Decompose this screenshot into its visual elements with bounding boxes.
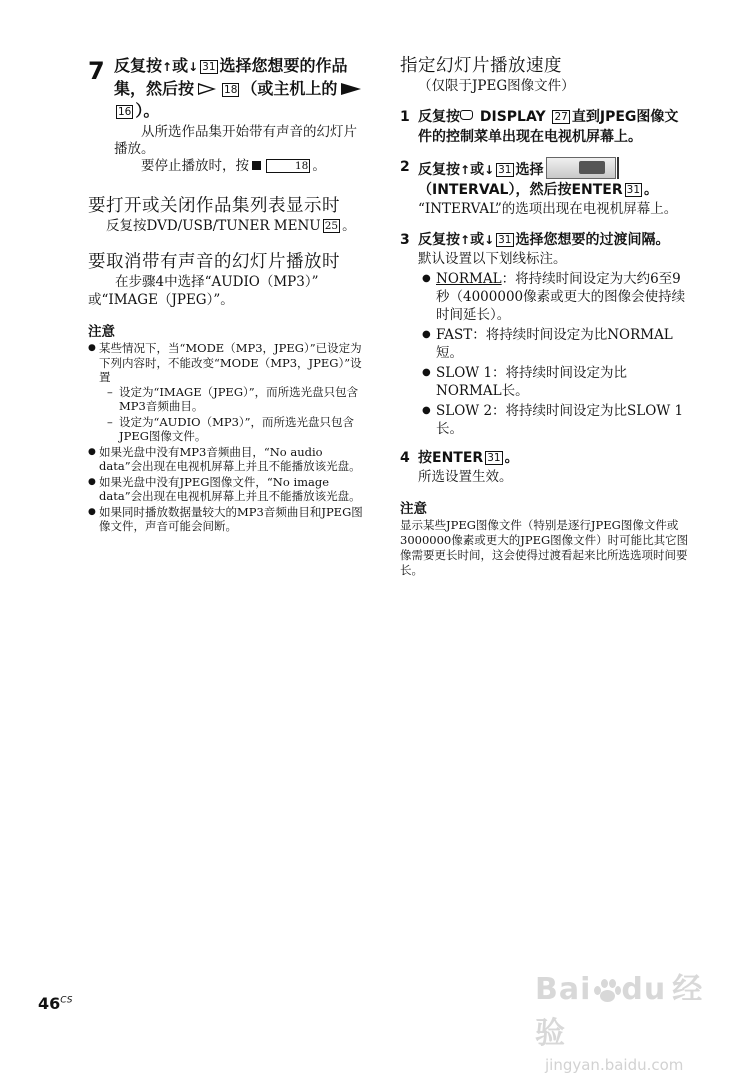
note-list [88, 341, 368, 534]
up-arrow-icon: ↑ [460, 163, 471, 177]
note-item: ● 如果光盘中没有MP3音频曲目，“No audio data”会出现在电视机屏幕上并且不能播放该光盘。 [88, 445, 368, 474]
note-heading: 注意 [88, 324, 115, 340]
section-body: 反复按DVD/USB/TUNER MENU 25 。 [106, 218, 356, 234]
note-subitem: – 设定为“AUDIO（MP3）”，而所选光盘只包含JPEG图像文件。 [99, 415, 368, 444]
stop-icon [252, 161, 261, 170]
display-icon [460, 110, 473, 120]
callout-number: 18 [224, 84, 238, 96]
section-heading: 要取消带有声音的幻灯片播放时 [88, 252, 340, 272]
interval-menu-icon [546, 157, 616, 179]
left-column [88, 55, 368, 535]
note-subitem: – 设定为“IMAGE（JPEG）”，而所选光盘只包含MP3音频曲目。 [99, 385, 368, 414]
down-arrow-icon: ↓ [484, 163, 495, 177]
step-2-instruction: 反复按↑或↓ 31 选择 （INTERVAL），然后按ENTER 31 。 [418, 157, 690, 200]
step-3 [400, 230, 690, 250]
section-subtitle: （仅限于JPEG图像文件） [418, 78, 575, 94]
watermark-url: jingyan.baidu.com [545, 1056, 684, 1074]
note-body: 显示某些JPEG图像文件（特别是逐行JPEG图像文件或3000000像素或更大的JPEG图像文件）时可能比其它图像需要更长时间，这会使得过渡看起来比所选选项时间要长。 [400, 518, 689, 577]
note-sublist [99, 385, 368, 444]
section-body: 在步骤4中选择“AUDIO（MP3）” [115, 274, 319, 290]
callout-number: 31 [202, 61, 216, 73]
step-number: 1 [400, 109, 410, 125]
step-4 [400, 448, 690, 468]
page-number: $46^{CS}$ [38, 994, 73, 1013]
callout-number: 16 [118, 106, 132, 118]
option-normal: ● NORMAL：将持续时间设定为大约6至9秒（4000000像素或更大的图像会使持续时间延长）。 [418, 270, 690, 324]
callout-number: 25 [324, 220, 339, 232]
play-solid-icon [341, 83, 361, 95]
step-1-instruction: 反复按 DISPLAY 27 直到JPEG图像文件的控制菜单出现在电视机屏幕上。 [418, 109, 679, 145]
down-arrow-icon: ↓ [188, 60, 199, 74]
step-number: 4 [400, 450, 410, 466]
step-number: 3 [400, 232, 410, 248]
note-item: ● 某些情况下，当“MODE（MP3，JPEG）”已设定为下列内容时，不能改变“MODE（MP3，JPEG）”设置 – 设定为“IMAGE（JPEG）”，而所选光盘只包含MP3音频曲目。 – 设定为“AUDIO（MP3）”，而所选光盘只包含JPEG图像文件。 [88, 341, 368, 444]
callout-number: 27 [554, 111, 568, 123]
step-3-instruction: 反复按↑或↓ 31 选择您想要的过渡间隔。 [418, 232, 670, 248]
step-number: 2 [400, 159, 410, 175]
watermark-logo: Bai du 经验 [535, 972, 704, 1051]
step-7 [88, 55, 368, 175]
step-7-stop-note: 要停止播放时，按 18 。 [141, 158, 326, 174]
interval-options [418, 270, 690, 438]
note-item: ● 如果光盘中没有JPEG图像文件，“No image data”会出现在电视机屏幕上并且不能播放该光盘。 [88, 475, 368, 504]
section-body: 或“IMAGE（JPEG）”。 [88, 292, 234, 308]
up-arrow-icon: ↑ [162, 60, 173, 74]
right-column [400, 55, 690, 578]
option-fast: ● FAST：将持续时间设定为比NORMAL短。 [418, 326, 690, 362]
step-2 [400, 157, 690, 200]
step-2-note: “INTERVAL”的选项出现在电视机屏幕上。 [418, 201, 678, 217]
step-3-note: 默认设置以下划线标注。 [418, 251, 567, 267]
option-slow-2: ● SLOW 2：将持续时间设定为比SLOW 1长。 [418, 402, 690, 438]
note-heading: 注意 [400, 501, 427, 517]
step-1 [400, 107, 690, 147]
callout-number: 31 [626, 184, 641, 196]
step-7-instruction: 反复按↑或↓ 31 选择您想要的作品集，然后按 18 （或主机上的16 ）。 [114, 55, 368, 122]
section-heading: 要打开或关闭作品集列表显示时 [88, 196, 340, 216]
down-arrow-icon: ↓ [484, 233, 495, 247]
callout-number: 18 [266, 159, 310, 173]
paw-icon [591, 976, 621, 1002]
callout-number: 31 [498, 234, 512, 246]
step-4-note: 所选设置生效。 [418, 469, 513, 485]
note-item: ● 如果同时播放数据量较大的MP3音频曲目和JPEG图像文件，声音可能会间断。 [88, 505, 368, 534]
watermark [535, 964, 725, 1074]
step-4-instruction: 按ENTER 31 。 [418, 450, 519, 466]
callout-number: 31 [498, 164, 512, 176]
language-suffix: CS [60, 995, 73, 1006]
callout-number: 31 [487, 452, 501, 464]
play-button-icon [198, 83, 216, 95]
section-title: 指定幻灯片播放速度 [400, 56, 562, 76]
step-7-note: 从所选作品集开始带有声音的幻灯片播放。 [114, 124, 357, 157]
up-arrow-icon: ↑ [460, 233, 471, 247]
step-number: 7 [88, 57, 105, 85]
option-slow-1: ● SLOW 1：将持续时间设定为比NORMAL长。 [418, 364, 690, 400]
